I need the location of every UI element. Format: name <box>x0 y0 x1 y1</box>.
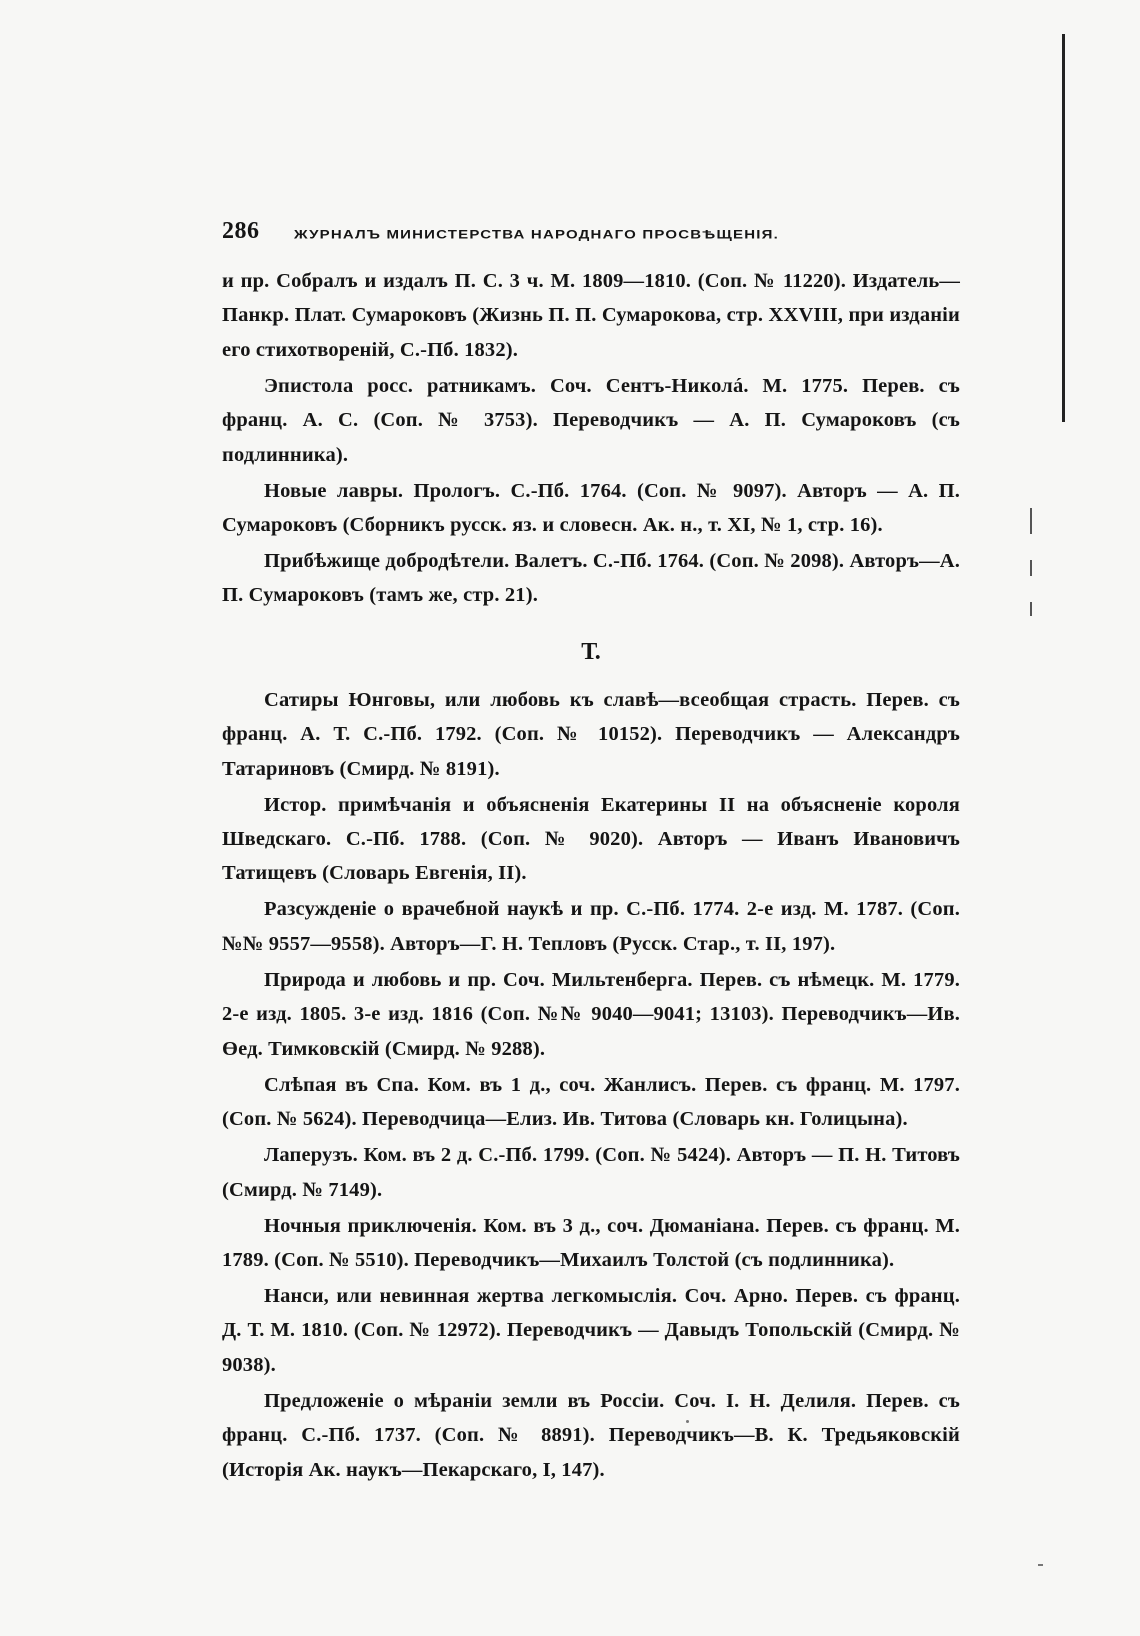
scan-edge-mark <box>1030 602 1032 616</box>
entry: Разсужденіе о врачебной наукѣ и пр. С.-Пб. 1774. 2-е изд. М. 1787. (Соп. №№ 9557—9558). Авторъ—Г. Н. Тепловъ (Русск. Стар., т. II, 197). <box>222 898 960 955</box>
text-column <box>222 218 960 1489</box>
entry: Прибѣжище добродѣтели. Валетъ. С.-Пб. 1764. (Соп. № 2098). Авторъ—А. П. Сумароковъ (тамъ же, стр. 21). <box>222 550 960 607</box>
entry: Истор. примѣчанія и объясненія Екатерины II на объясненіе короля Шведскаго. С.-Пб. 1788. (Соп. № 9020). Авторъ — Иванъ Ивановичъ Татищевъ (Словарь Евгенія, II). <box>222 793 960 885</box>
entry: Природа и любовь и пр. Соч. Мильтенберга. Перев. съ нѣмецк. М. 1779. 2-е изд. 1805. 3-е изд. 1816 (Соп. №№ 9040—9041; 13103). Переводчикъ—Ив. Өед. Тимковскій (Смирд. № 9288). <box>222 968 960 1060</box>
entry: Ночныя приключенія. Ком. въ 3 д., соч. Дюманіана. Перев. съ франц. М. 1789. (Соп. № 5510). Переводчикъ—Михаилъ Толстой (съ подлинника). <box>222 1214 960 1271</box>
scan-speck <box>1038 1564 1043 1566</box>
running-title: ЖУРНАЛЪ МИНИСТЕРСТВА НАРОДНАГО ПРОСВѢЩЕНІЯ. <box>294 228 779 242</box>
scan-edge-line <box>1062 34 1065 422</box>
entry: Нанси, или невинная жертва легкомыслія. Соч. Арно. Перев. съ франц. Д. Т. М. 1810. (Соп. № 12972). Переводчикъ — Давыдъ Топольскій (Смирд. № 9038). <box>222 1284 960 1376</box>
entry-continuation: и пр. Собралъ и издалъ П. С. 3 ч. М. 1809—1810. (Соп. № 11220). Издатель—Панкр. Плат. Сумароковъ (Жизнь П. П. Сумарокова, стр. XXVIII, при изданіи его стихотвореній, С.-Пб. 1832). <box>222 270 960 361</box>
page-number: 286 <box>222 218 260 244</box>
entry: Предложеніе о мѣраніи земли въ Россіи. Соч. І. Н. Делиля. Перев. съ франц. С.-Пб. 1737. (Соп. № 8891). Переводчикъ—В. К. Тредьяковскій (Исторія Ак. наукъ—Пекарскаго, I, 147). <box>222 1389 960 1481</box>
section-letter: Т. <box>581 638 601 665</box>
page-header <box>222 218 960 252</box>
entry: Лаперузъ. Ком. въ 2 д. С.-Пб. 1799. (Соп. № 5424). Авторъ — П. Н. Титовъ (Смирд. № 7149). <box>222 1144 960 1201</box>
entry: Эпистола росс. ратникамъ. Соч. Сентъ-Николá. М. 1775. Перев. съ франц. А. С. (Соп. № 3753). Переводчикъ — А. П. Сумароковъ (съ подлинника). <box>222 374 960 466</box>
entry: Слѣпая въ Спа. Ком. въ 1 д., соч. Жанлисъ. Перев. съ франц. М. 1797. (Соп. № 5624). Переводчица—Елиз. Ив. Титова (Словарь кн. Голицына). <box>222 1073 960 1131</box>
scan-edge-mark <box>1030 508 1032 534</box>
entry: Сатиры Юнговы, или любовь къ славѣ—всеобщая страсть. Перев. съ франц. А. Т. С.-Пб. 1792. (Соп. № 10152). Переводчикъ — Александръ Татариновъ (Смирд. № 8191). <box>222 688 960 780</box>
entry: Новые лавры. Прологъ. С.-Пб. 1764. (Соп. № 9097). Авторъ — А. П. Сумароковъ (Сборникъ русск. яз. и словесн. Ак. н., т. XI, № 1, стр. 16). <box>222 479 960 537</box>
scan-edge-mark <box>1030 560 1032 576</box>
